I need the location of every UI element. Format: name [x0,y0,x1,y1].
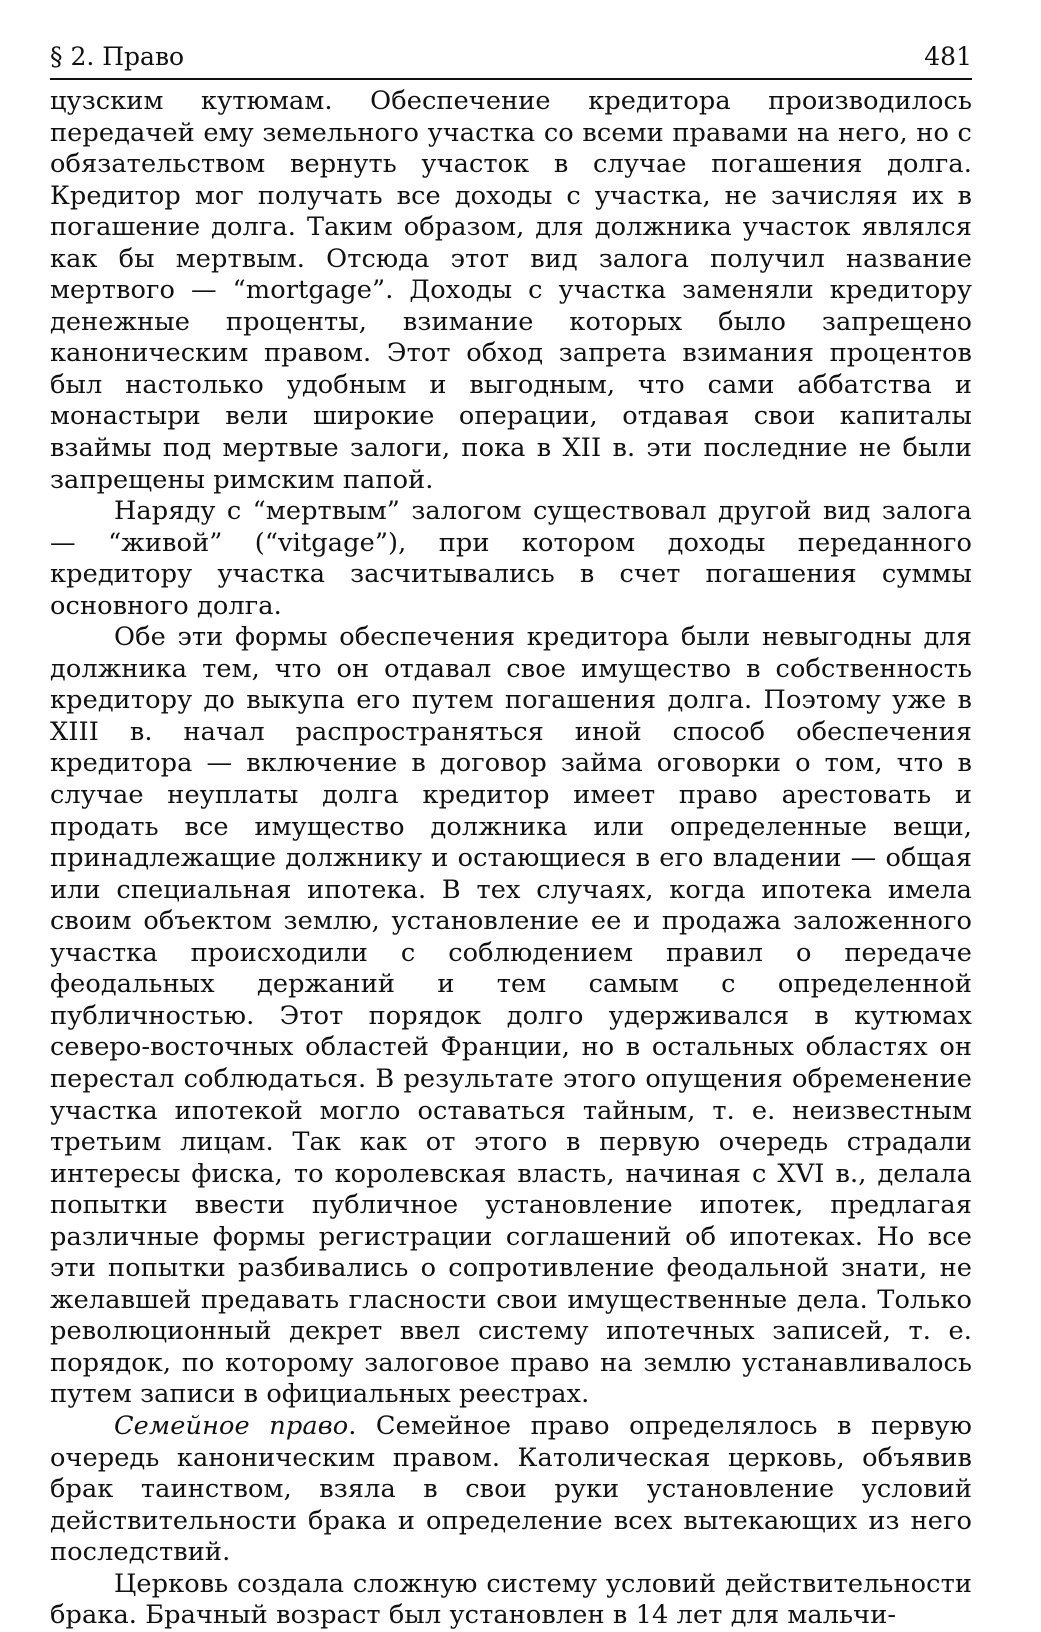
page-number: 481 [924,42,972,71]
running-head [50,40,972,80]
paragraph-family-law-text: . Семейное право определялось в первую очередь каноническим правом. Католическая церковь, объявив брак таинством, взяла в свои руки установление условий действительности брака и определение всех вытекающих из него последствий. [50,1410,972,1568]
book-page [50,40,972,1632]
section-title: § 2. Право [50,42,185,71]
paragraph-marriage-conditions: Церковь создала сложную систему условий действительности брака. Брачный возраст был установлен в 14 лет для мальчи- [50,1568,972,1631]
paragraph-family-law [50,1411,972,1569]
paragraph-mortgage: цузским кутюмам. Обеспечение кредитора производилось передачей ему земельного участка со всеми правами на него, но с обязательством вернуть участок в случае погашения долга. Кредитор мог получать все доходы с участка, не зачисляя их в погашение долга. Таким образом, для должника участок являлся как бы мертвым. Отсюда этот вид залога получил название мертвого — “mortgage”. Доходы с участка заменяли кредитору денежные проценты, взимание которых было запрещено каноническим правом. Этот обход запрета взимания процентов был настолько удобным и выгодным, что сами аббатства и монастыри вели широкие операции, отдавая свои капиталы взаймы под мертвые залоги, пока в XII в. эти последние не были запрещены римским папой. [50,86,972,495]
paragraph-vitgage: Наряду с “мертвым” залогом существовал другой вид залога — “живой” (“vitgage”), при котором доходы переданного кредитору участка засчитывались в счет погашения суммы основного долга. [50,496,972,621]
body-text [50,86,972,1632]
section-term-family-law: Семейное право [114,1410,349,1441]
paragraph-hypothec: Обе эти формы обеспечения кредитора были невыгодны для должника тем, что он отдавал свое имущество в собственность кредитору до выкупа его путем погашения долга. Поэтому уже в XIII в. начал распространяться иной способ обеспечения кредитора — включение в договор займа оговорки о том, что в случае неуплаты долга кредитор имеет право арестовать и продать все имущество должника или определенные вещи, принадлежащие должнику и остающиеся в его владении — общая или специальная ипотека. В тех случаях, когда ипотека имела своим объектом землю, установление ее и продажа заложенного участка происходили с соблюдением правил о передаче феодальных держаний и тем самым с определенной публичностью. Этот порядок долго удерживался в кутюмах северо-восточных областей Франции, но в остальных областях он перестал соблюдаться. В результате этого опущения обременение участка ипотекой могло оставаться тайным, т. е. неизвестным третьим лицам. Так как от этого в первую очередь страдали интересы фиска, то королевская власть, начиная с XVI в., делала попытки ввести публичное установление ипотек, предлагая различные формы регистрации соглашений об ипотеках. Но все эти попытки разбивались о сопротивление феодальной знати, не желавшей предавать гласности свои имущественные дела. Только революционный декрет ввел систему ипотечных записей, т. е. порядок, по которому залоговое право на землю устанавливалось путем записи в официальных реестрах. [50,622,972,1410]
